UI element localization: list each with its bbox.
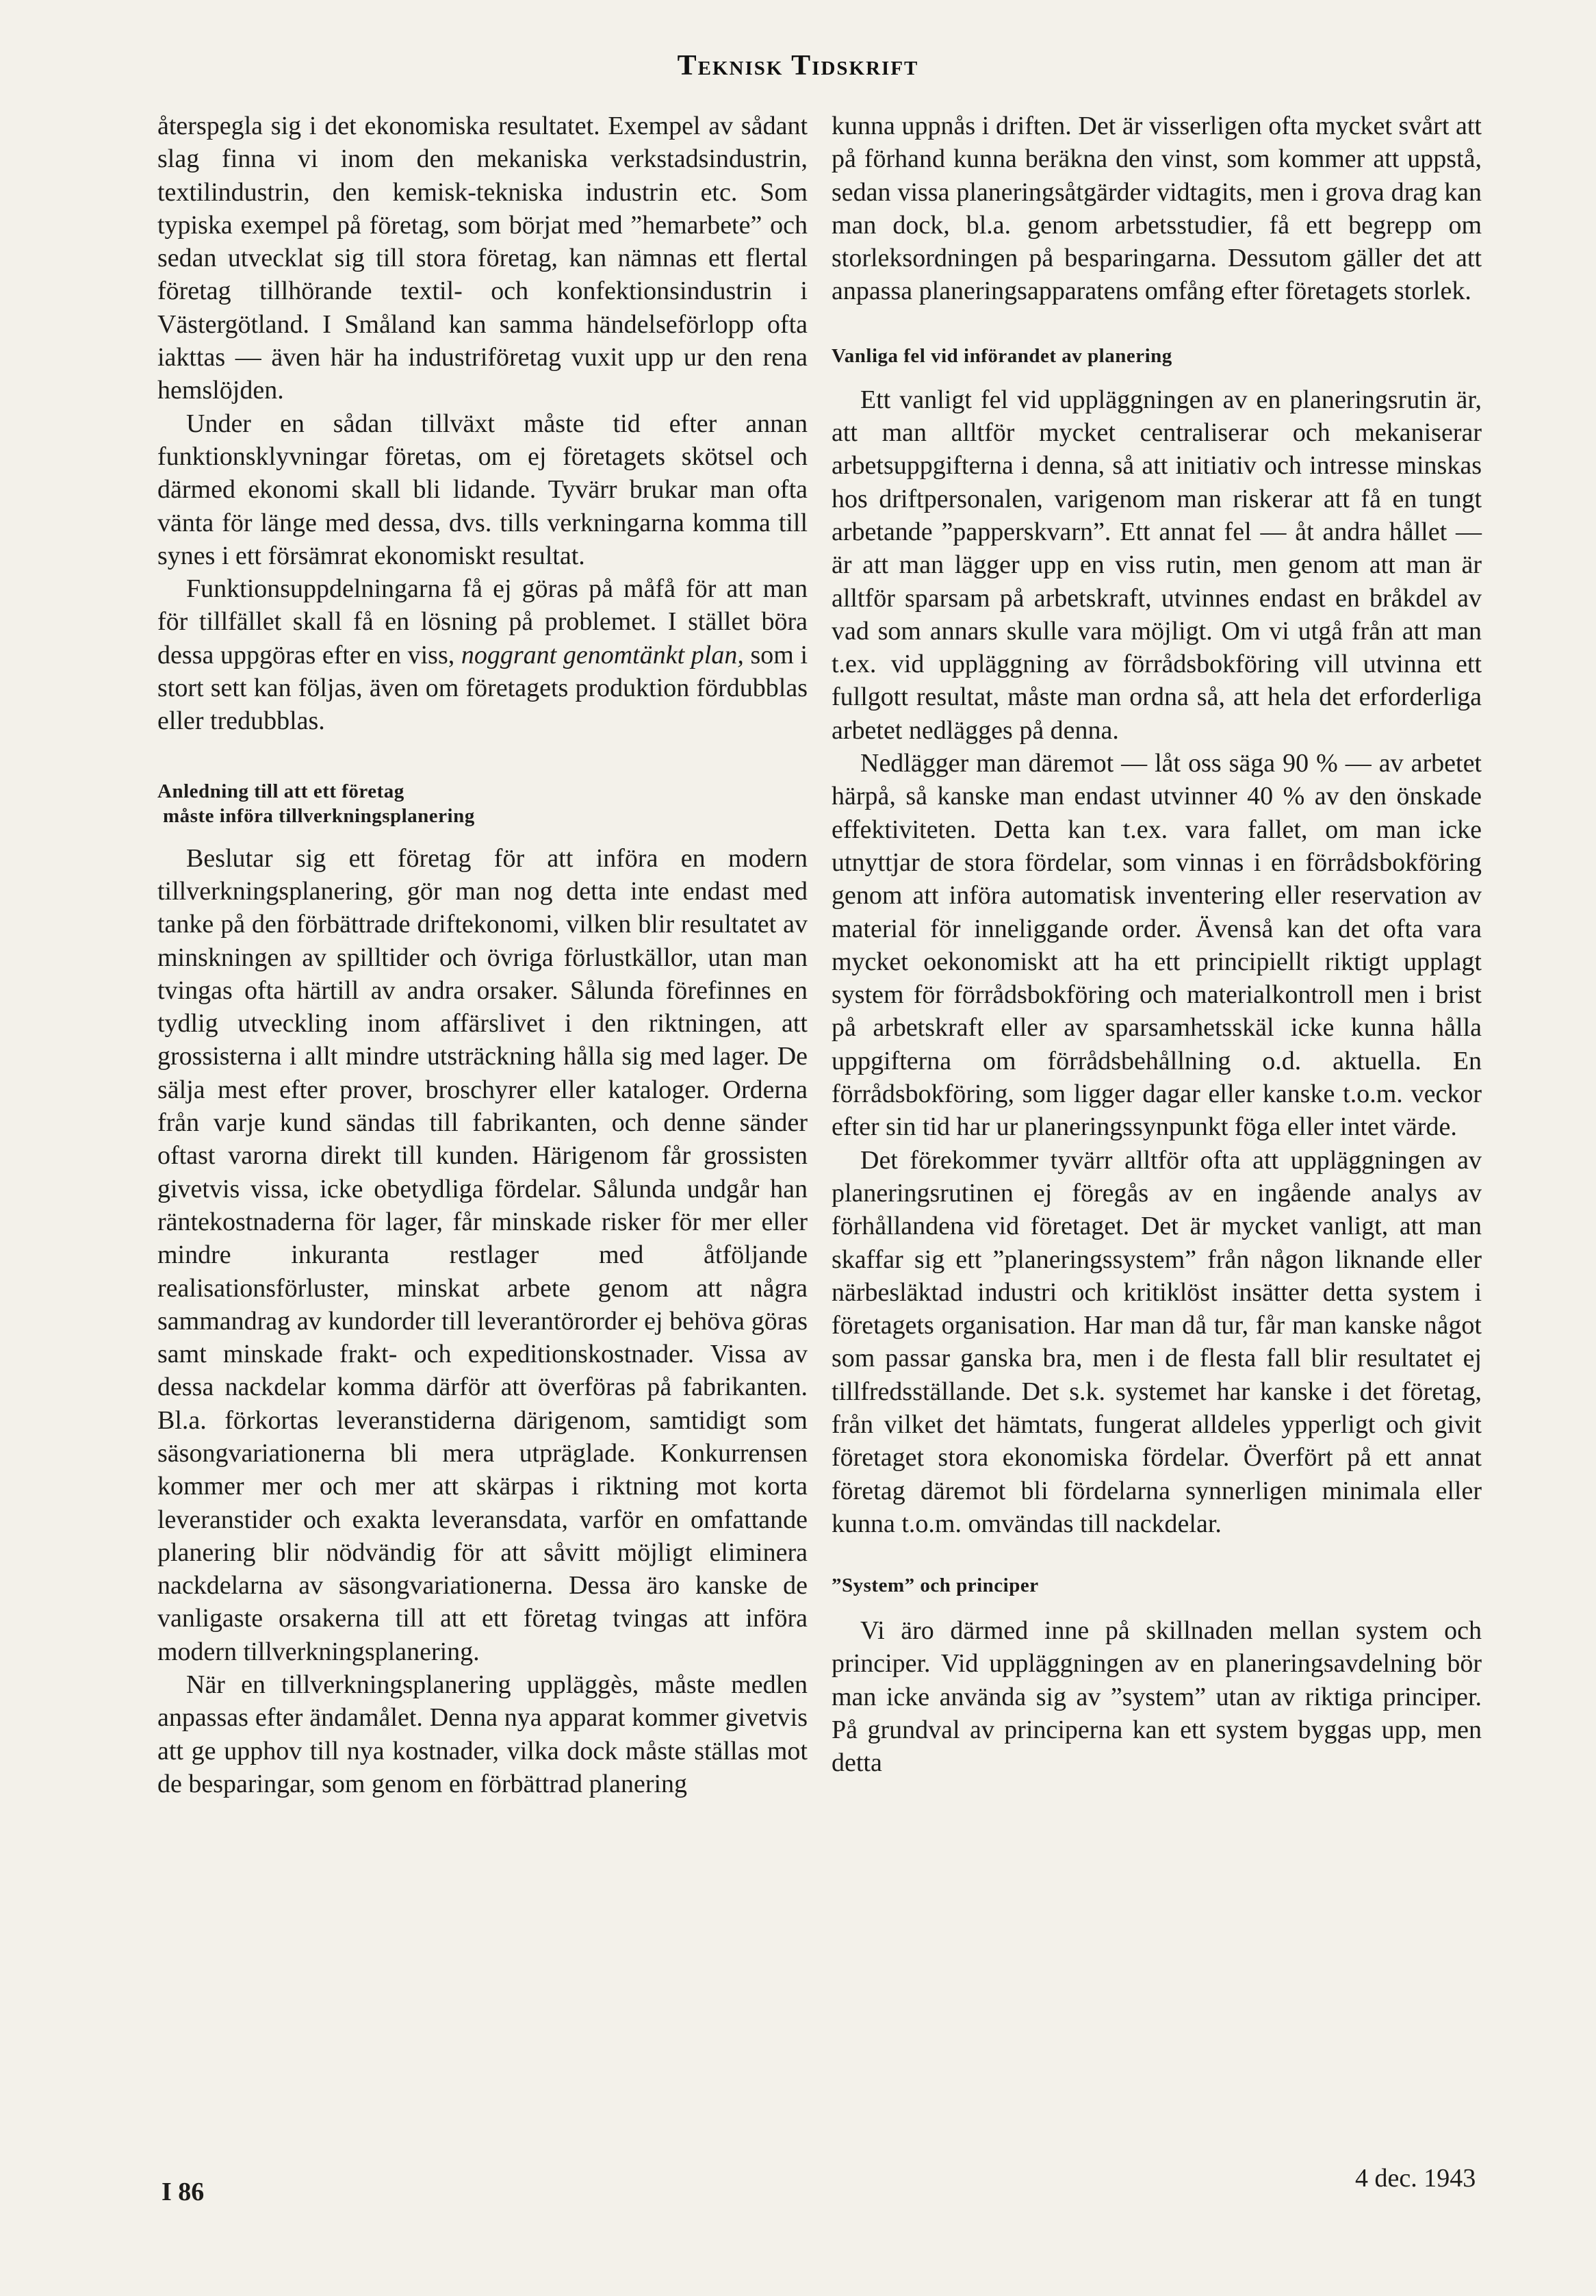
paragraph: kunna uppnås i driften. Det är visserligen ofta mycket svårt att på förhand kunna beräkna den vinst, som kommer att uppstå, sedan vissa planeringsåtgärder vidtagits, men i grova drag kan man dock, bl.a. genom arbetsstudier, få ett begrepp om storleksordningen på besparingarna. Dessutom gäller det att anpassa planeringsapparatens omfång efter företagets storlek. (832, 112, 1482, 306)
paragraph: återspegla sig i det ekonomiska resultatet. Exempel av sådant slag finna vi inom den mekaniska verkstadsindustrin, textilindustrin, den kemisk-tekniska industrin etc. Som typiska exempel på företag, som börjat med ”hemarbete” och sedan utvecklat sig till stora företag, kan nämnas ett flertal företag tillhörande textil- och konfektionsindustrin i Västergötland. I Småland kan samma händelseförlopp ofta iakttas — även här ha industriföretag vuxit upp ur den rena hemslöjden. (157, 112, 808, 405)
paragraph (157, 572, 808, 737)
issue-date: 4 dec. 1943 (1355, 2164, 1476, 2193)
paragraph-text: som i stort sett kan följas, även om företagets produktion fördubblas eller tredubblas. (157, 640, 808, 736)
section-heading: ”System” och principer (832, 1574, 1039, 1597)
paragraph: Det förekommer tyvärr alltför ofta att uppläggningen av planeringsrutinen ej föregås av en ingående analys av förhållandena vid företaget. Det är mycket vanligt, att man skaffar sig ett ”planeringssystem” från någon liknande eller närbesläktad industri och kritiklöst insätter detta system i företagets organisation. Har man då tur, får man kanske något som passar ganska bra, men i de flesta fall blir resultatet ej tillfredsställande. Det s.k. systemet har kanske i det företag, från vilket det hämtats, fungerat alldeles ypperligt och givit företaget stora ekonomiska fördelar. Överfört på ett annat företag däremot bli fördelarna synnerligen minimala eller kunna t.o.m. omvändas till nackdelar. (832, 1145, 1482, 1538)
emphasized-text: noggrant genomtänkt plan, (461, 640, 744, 669)
heading-line: Anledning till att ett företag (157, 780, 404, 802)
right-column (832, 110, 1482, 1780)
paragraph: Ett vanligt fel vid uppläggningen av en planeringsrutin är, att man alltför mycket centraliserar och mekaniserar arbetsuppgifterna i denna, så att initiativ och intresse minskas hos driftpersonalen, varigenom man riskerar att få en tungt arbetande ”papperskvarn”. Ett annat fel — åt andra hållet — är att man lägger upp en viss rutin, men genom att man är alltför sparsam på arbetskraft, utvinnes endast en bråkdel av vad som annars skulle vara möjligt. Om vi utgå från att man t.ex. vid uppläggning av förrådsbokföring vill utvinna ett fullgott resultat, måste man ordna så, att hela det erforderliga arbetet nedlägges på denna. (832, 385, 1482, 745)
heading-line: måste införa tillverkningsplanering (163, 804, 475, 827)
left-column (157, 110, 808, 1800)
journal-header: Teknisk Tidskrift (677, 50, 919, 81)
paragraph: Beslutar sig ett företag för att införa en modern tillverkningsplanering, gör man nog detta inte endast med tanke på den förbättrade driftekonomi, vilken blir resultatet av minskningen av spilltider och övriga förlustkällor, utan man tvingas ofta härtill av andra orsaker. Sålunda förefinnes en tydlig utveckling inom affärslivet i den riktningen, att grossisterna i allt mindre utsträckning hålla sig med lager. De sälja mest efter prover, broschyrer eller kataloger. Orderna från varje kund sändas till fabrikanten, och denne sänder oftast varorna direkt till kunden. Härigenom får grossisten givetvis vissa, icke obetydliga fördelar. Sålunda undgår han räntekostnaderna för lager, får minskade risker för mer eller mindre inkuranta restlager med åtföljande realisationsförluster, minskat arbete genom att några sammandrag av kundorder till leverantörorder ej behöva göras samt minskade frakt- och expeditionskostnader. Vissa av dessa nackdelar komma därför att överföras på fabrikanten. Bl.a. förkortas leveranstiderna därigenom, samtidigt som säsongvariationerna bli mera utpräglade. Konkurrensen kommer mer och mer att skärpas i riktning mot korta leveranstider och exakta leveransdata, varför en omfattande planering blir nödvändig för att såvitt möjligt eliminera nackdelarna av säsongvariationerna. Dessa äro kanske de vanligaste orsakerna till att ett företag tvingas att införa modern tillverkningsplanering. (157, 843, 808, 1666)
paragraph: När en tillverkningsplanering uppläggès, måste medlen anpassas efter ändamålet. Denna nya apparat kommer givetvis att ge upphov till nya kostnader, vilka dock måste ställas mot de besparingar, som genom en förbättrad planering (157, 1670, 808, 1798)
paragraph-text: Funktionsuppdelningarna få ej göras på måfå för att man för tillfället skall få en lösning på problemet. I stället böra dessa uppgöras efter en viss, (157, 574, 808, 669)
paragraph: Nedlägger man däremot — låt oss säga 90 % — av arbetet härpå, så kanske man endast utvinner 40 % av den önskade effektiviteten. Detta kan t.ex. vara fallet, om man icke utnyttjar de stora fördelar, som vinnas i en förrådsbokföring genom att införa automatisk inventering eller reservation av material för inneliggande order. Ävenså kan det ofta vara mycket oekonomiskt att ha ett principiellt riktigt upplagt system för förrådsbokföring och materialkontroll men i brist på arbetskraft eller av sparsamhetsskäl icke kunna hålla uppgifterna om förrådsbehållning o.d. aktuella. En förrådsbokföring, som ligger dagar eller kanske t.o.m. veckor efter sin tid har ur planeringssynpunkt föga eller intet värde. (832, 749, 1482, 1142)
section-heading (157, 779, 808, 828)
section-heading: Vanliga fel vid införandet av planering (832, 344, 1172, 367)
page-number: I 86 (162, 2178, 205, 2206)
paragraph: Vi äro därmed inne på skillnaden mellan system och principer. Vid uppläggningen av en planeringsavdelning bör man icke använda sig av ”system” utan av riktiga principer. På grundval av principerna kan ett system byggas upp, men detta (832, 1616, 1482, 1778)
paragraph: Under en sådan tillväxt måste tid efter annan funktionsklyvningar företas, om ej företagets skötsel och därmed ekonomi skall bli lidande. Tyvärr brukar man ofta vänta för länge med dessa, dvs. tills verkningarna komma till synes i ett försämrat ekonomiskt resultat. (157, 409, 808, 570)
